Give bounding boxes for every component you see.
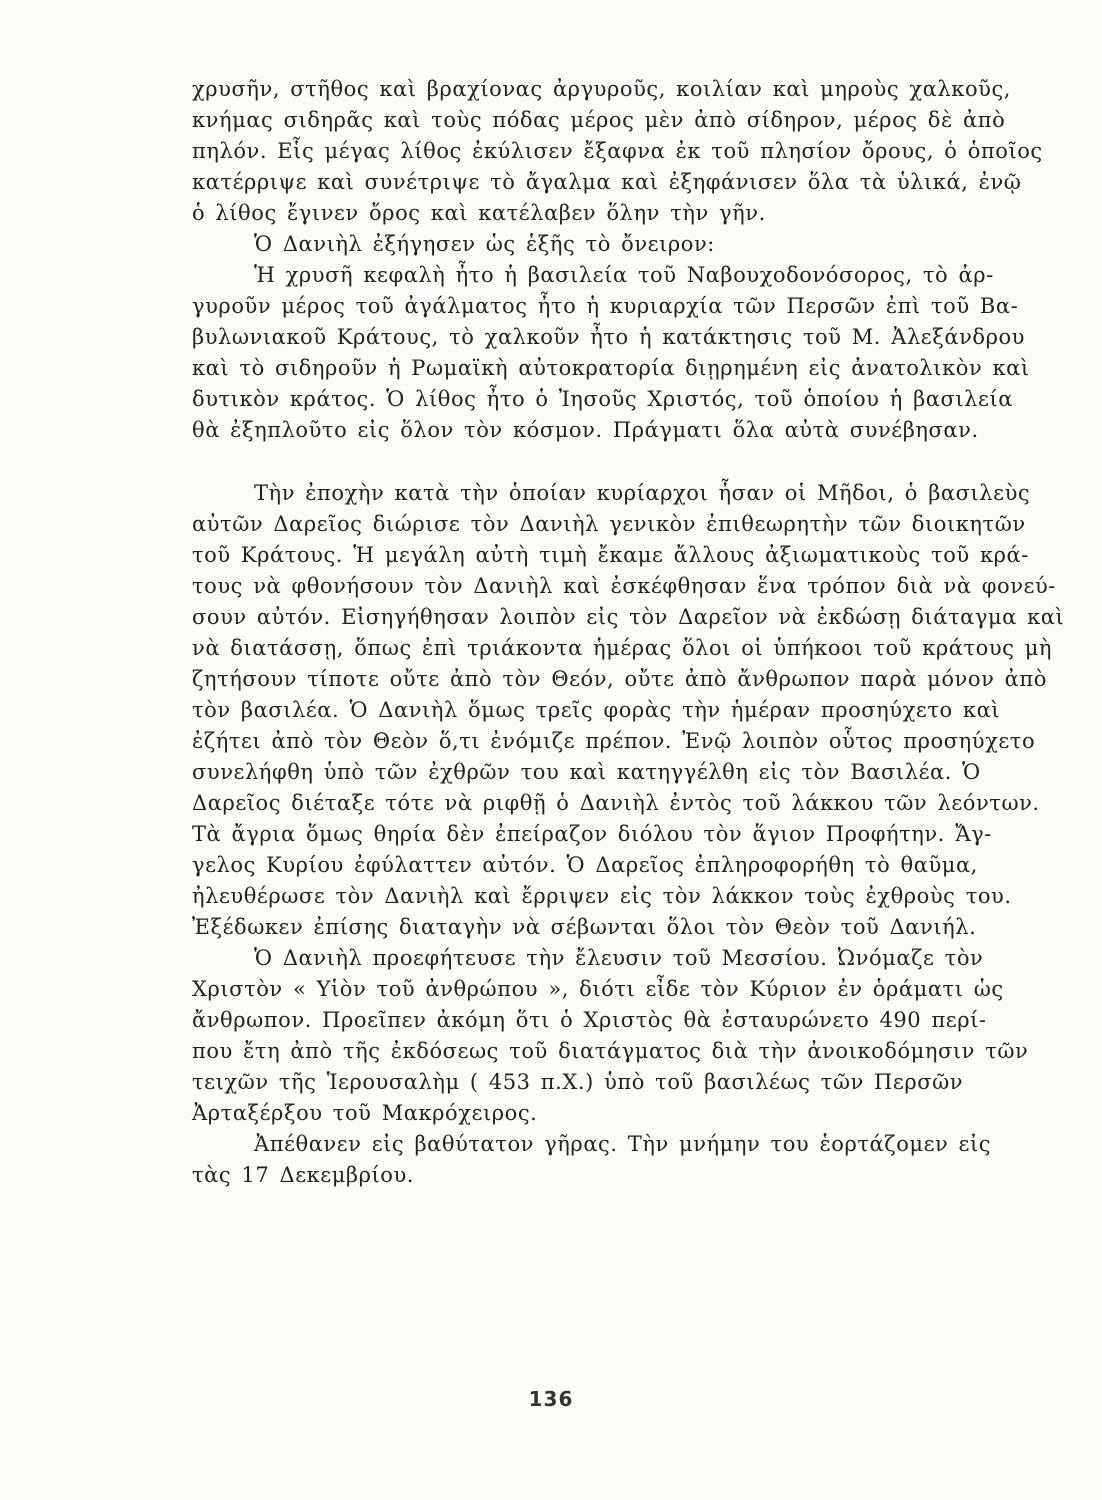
page-body bbox=[192, 74, 1065, 1191]
text-line: Ἀρταξέρξου τοῦ Μακρόχειρος. bbox=[192, 1101, 538, 1125]
text-line: χρυσῆν, στῆθος καὶ βραχίονας ἀργυροῦς, κοιλίαν καὶ μηροὺς χαλκοῦς, bbox=[192, 77, 1011, 101]
text-line: Ἀπέθανεν εἰς βαθύτατον γῆρας. Τὴν μνήμην του ἑορτάζομεν εἰς bbox=[254, 1132, 992, 1156]
text-line: Χριστὸν « Υἱὸν τοῦ ἀνθρώπου », διότι εἶδε τὸν Κύριον ἐν ὁράματι ὡς bbox=[192, 977, 1004, 1001]
text-line: Τὴν ἐποχὴν κατὰ τὴν ὁποίαν κυρίαρχοι ἦσαν οἱ Μῆδοι, ὁ βασιλεὺς bbox=[254, 481, 1031, 505]
text-line: δυτικὸν κράτος. Ὁ λίθος ἦτο ὁ Ἰησοῦς Χριστός, τοῦ ὁποίου ἡ βασιλεία bbox=[192, 387, 1013, 411]
text-line: νὰ διατάσσῃ, ὅπως ἐπὶ τριάκοντα ἡμέρας ὅλοι οἱ ὑπήκοοι τοῦ κράτους μὴ bbox=[192, 636, 1053, 660]
text-line: κνήμας σιδηρᾶς καὶ τοὺς πόδας μέρος μὲν ἀπὸ σίδηρον, μέρος δὲ ἀπὸ bbox=[192, 108, 1006, 132]
text-line: Ὁ Δανιὴλ ἐξήγησεν ὡς ἑξῆς τὸ ὄνειρον: bbox=[254, 232, 715, 256]
text-line: Ἡ χρυσῆ κεφαλὴ ἦτο ἡ βασιλεία τοῦ Ναβουχοδονόσορος, τὸ ἀρ- bbox=[254, 263, 994, 287]
paragraph bbox=[192, 943, 1037, 1129]
text-line: τους νὰ φθονήσουν τὸν Δανιὴλ καὶ ἐσκέφθησαν ἕνα τρόπον διὰ νὰ φονεύ- bbox=[192, 574, 1056, 598]
text-line: τειχῶν τῆς Ἱερουσαλὴμ ( 453 π.Χ.) ὑπὸ τοῦ βασιλέως τῶν Περσῶν bbox=[192, 1070, 964, 1094]
text-line: συνελήφθη ὑπὸ τῶν ἐχθρῶν του καὶ κατηγγέλθη εἰς τὸν Βασιλέα. Ὁ bbox=[192, 760, 981, 784]
paragraph bbox=[192, 74, 1043, 229]
text-line: τοῦ Κράτους. Ἡ μεγάλη αὐτὴ τιμὴ ἔκαμε ἄλλους ἀξιωματικοὺς τοῦ κρά- bbox=[192, 543, 1029, 567]
text-line: κατέρριψε καὶ συνέτριψε τὸ ἄγαλμα καὶ ἐξηφάνισεν ὅλα τὰ ὑλικά, ἐνῷ bbox=[192, 170, 1022, 194]
paragraph bbox=[192, 1129, 1037, 1191]
paragraph bbox=[192, 260, 1037, 446]
text-line: σουν αὐτόν. Εἰσηγήθησαν λοιπὸν εἰς τὸν Δαρεῖον νὰ ἐκδώσῃ διάταγμα καὶ bbox=[192, 605, 1065, 629]
paragraph bbox=[192, 478, 1065, 943]
text-line: αὐτῶν Δαρεῖος διώρισε τὸν Δανιὴλ γενικὸν ἐπιθεωρητὴν τῶν διοικητῶν bbox=[192, 512, 1026, 536]
text-line: ἄνθρωπον. Προεῖπεν ἀκόμη ὅτι ὁ Χριστὸς θὰ ἐσταυρώνετο 490 περί- bbox=[192, 1008, 987, 1032]
paragraph bbox=[192, 229, 1037, 260]
text-line: Δαρεῖος διέταξε τότε νὰ ριφθῇ ὁ Δανιὴλ ἐντὸς τοῦ λάκκου τῶν λεόντων. bbox=[192, 791, 1040, 815]
text-line: πηλόν. Εἷς μέγας λίθος ἐκύλισεν ἔξαφνα ἐκ τοῦ πλησίον ὄρους, ὁ ὁποῖος bbox=[192, 139, 1043, 163]
text-line: ζητήσουν τίποτε οὔτε ἀπὸ τὸν Θεόν, οὔτε ἀπὸ ἄνθρωπον παρὰ μόνον ἀπὸ bbox=[192, 667, 1047, 691]
text-line: που ἔτη ἀπὸ τῆς ἐκδόσεως τοῦ διατάγματος διὰ τὴν ἀνοικοδόμησιν τῶν bbox=[192, 1039, 1029, 1063]
text-line: γυροῦν μέρος τοῦ ἀγάλματος ἦτο ἡ κυριαρχία τῶν Περσῶν ἐπὶ τοῦ Βα- bbox=[192, 294, 1019, 318]
text-line: καὶ τὸ σιδηροῦν ἡ Ρωμαϊκὴ αὐτοκρατορία διῃρημένη εἰς ἀνατολικὸν καὶ bbox=[192, 356, 1030, 380]
text-line: ἐζήτει ἀπὸ τὸν Θεὸν ὅ,τι ἐνόμιζε πρέπον. Ἐνῷ λοιπὸν οὗτος προσηύχετο bbox=[192, 729, 1036, 753]
text-line: γελος Κυρίου ἐφύλαττεν αὐτόν. Ὁ Δαρεῖος ἐπληροφορήθη τὸ θαῦμα, bbox=[192, 853, 978, 877]
text-line: βυλωνιακοῦ Κράτους, τὸ χαλκοῦν ἦτο ἡ κατάκτησις τοῦ Μ. Ἀλεξάνδρου bbox=[192, 325, 1025, 349]
text-line: Ἐξέδωκεν ἐπίσης διαταγὴν νὰ σέβωνται ὅλοι τὸν Θεὸν τοῦ Δανιήλ. bbox=[192, 915, 977, 939]
paragraph-gap bbox=[192, 446, 1037, 478]
text-line: Τὰ ἄγρια ὅμως θηρία δὲν ἐπείραζον διόλου τὸν ἅγιον Προφήτην. Ἄγ- bbox=[192, 822, 992, 846]
text-line: τὰς 17 Δεκεμβρίου. bbox=[192, 1163, 415, 1187]
text-line: ὁ λίθος ἔγινεν ὄρος καὶ κατέλαβεν ὅλην τὴν γῆν. bbox=[192, 201, 766, 225]
text-line: Ὁ Δανιὴλ προεφήτευσε τὴν ἔλευσιν τοῦ Μεσσίου. Ὠνόμαζε τὸν bbox=[254, 946, 984, 970]
page-number: 136 bbox=[528, 1387, 574, 1411]
text-line: τὸν βασιλέα. Ὁ Δανιὴλ ὅμως τρεῖς φορὰς τὴν ἡμέραν προσηύχετο καὶ bbox=[192, 698, 1001, 722]
text-line: ἠλευθέρωσε τὸν Δανιὴλ καὶ ἔρριψεν εἰς τὸν λάκκον τοὺς ἐχθροὺς του. bbox=[192, 884, 1012, 908]
text-line: θὰ ἐξηπλοῦτο εἰς ὅλον τὸν κόσμον. Πράγματι ὅλα αὐτὰ συνέβησαν. bbox=[192, 418, 979, 442]
